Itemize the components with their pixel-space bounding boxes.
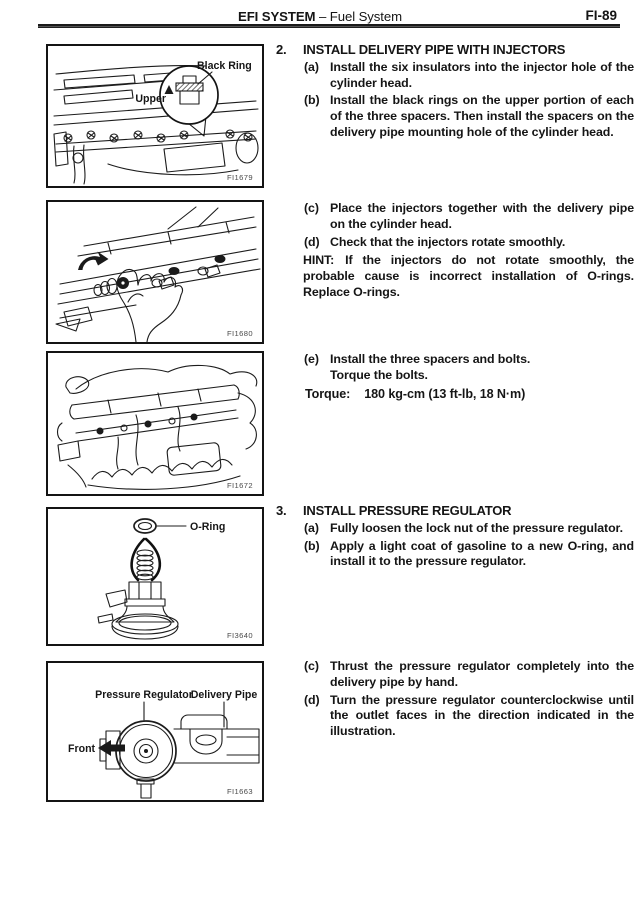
figure-black-ring-callout <box>46 44 264 188</box>
figure-delivery-pipe-install <box>46 351 264 496</box>
torque-label: Torque: <box>305 386 351 401</box>
figure-code: FI1663 <box>226 787 253 796</box>
step-label: (a) <box>304 520 319 535</box>
section-3-head-group <box>276 503 634 570</box>
section-title: INSTALL PRESSURE REGULATOR <box>303 503 512 518</box>
step-text: Install the black rings on the upper portion of each of the three spacers. Then install the spacers on the delivery pipe mounting hole of the cylinder head. <box>330 93 634 139</box>
pipe-clamp <box>181 715 227 754</box>
step-label: (d) <box>304 692 320 707</box>
injector-rotation-illustration <box>48 202 262 342</box>
pressure-regulator-o-ring-illustration <box>48 509 262 644</box>
header-system-name: EFI SYSTEM <box>238 9 316 24</box>
figure-code: FI1680 <box>226 329 253 338</box>
upper-label: Upper <box>135 93 166 105</box>
step-label: (d) <box>304 234 320 249</box>
step-2e <box>276 352 634 384</box>
step-text: Check that the injectors rotate smoothly. <box>330 234 566 249</box>
section-2-e-group <box>276 350 634 402</box>
step-text: Fully loosen the lock nut of the pressure regulator. <box>330 520 623 535</box>
torque-value: 180 kg-cm (13 ft-lb, 18 N·m) <box>364 386 526 401</box>
hint-text: If the injectors do not rotate smoothly, the probable cause is incorrect installation of O-rings. Replace O-rings. <box>303 253 634 299</box>
step-text-line: Install the three spacers and bolts. <box>330 352 531 366</box>
black-ring-label: Black Ring <box>197 60 252 72</box>
step-label: (a) <box>304 59 319 74</box>
step-label: (e) <box>304 352 319 366</box>
figure-code: FI1679 <box>226 173 253 182</box>
hint-label: HINT: <box>303 253 335 268</box>
step-2c <box>276 201 634 233</box>
step-text: Install the six insulators into the injector hole of the cylinder head. <box>330 59 634 90</box>
step-3c <box>276 659 634 691</box>
figure-rotate-injectors <box>46 200 264 344</box>
header-subtitle: Fuel System <box>329 9 402 24</box>
engine-spacer-illustration <box>48 46 262 186</box>
step-text: Turn the pressure regulator counterclockwise until the outlet faces in the direction indicated in the illustration. <box>330 692 634 739</box>
page-number: FI-89 <box>585 8 617 23</box>
section-number: 2. <box>276 42 287 57</box>
section-number: 3. <box>276 503 287 518</box>
figure-code: FI1672 <box>226 481 253 490</box>
rotation-arrow-icon <box>78 252 109 271</box>
section-2-head-group <box>276 42 634 141</box>
step-text: Thrust the pressure regulator completely into the delivery pipe by hand. <box>330 659 634 689</box>
page-header-title <box>0 9 640 24</box>
step-text: Apply a light coat of gasoline to a new O-ring, and install it to the pressure regulator. <box>330 538 634 569</box>
hint-paragraph <box>276 253 634 300</box>
bolt-row <box>64 130 252 142</box>
step-3d <box>276 693 634 740</box>
engine-delivery-pipe-illustration <box>48 353 262 494</box>
step-label: (c) <box>304 201 319 215</box>
o-ring-label: O-Ring <box>190 521 226 533</box>
step-label: (b) <box>304 93 320 108</box>
pressure-regulator-body <box>100 721 176 798</box>
step-text: Place the injectors together with the delivery pipe on the cylinder head. <box>330 201 634 231</box>
step-3a <box>276 521 634 537</box>
pressure-regulator-label: Pressure Regulator <box>95 689 193 701</box>
step-2b <box>276 93 634 140</box>
torque-spec <box>276 387 634 403</box>
step-3b <box>276 539 634 571</box>
step-label: (b) <box>304 538 320 553</box>
step-2d <box>276 235 634 251</box>
section-title: INSTALL DELIVERY PIPE WITH INJECTORS <box>303 42 566 57</box>
header-rule <box>38 24 620 28</box>
step-2a <box>276 60 634 92</box>
section-3-cd-group <box>276 657 634 740</box>
step-label: (c) <box>304 659 319 673</box>
regulator-delivery-pipe-illustration <box>48 663 262 800</box>
section-2-cd-group <box>276 199 634 301</box>
delivery-pipe-label: Delivery Pipe <box>190 689 258 701</box>
figure-regulator-orientation <box>46 661 264 802</box>
figure-code: FI3640 <box>226 631 253 640</box>
header-separator: – <box>318 9 327 24</box>
figure-o-ring-install <box>46 507 264 646</box>
o-ring-icon <box>134 519 156 533</box>
callout-circle <box>160 66 218 136</box>
step-text-line: Torque the bolts. <box>330 367 428 382</box>
front-label: Front <box>68 743 96 755</box>
